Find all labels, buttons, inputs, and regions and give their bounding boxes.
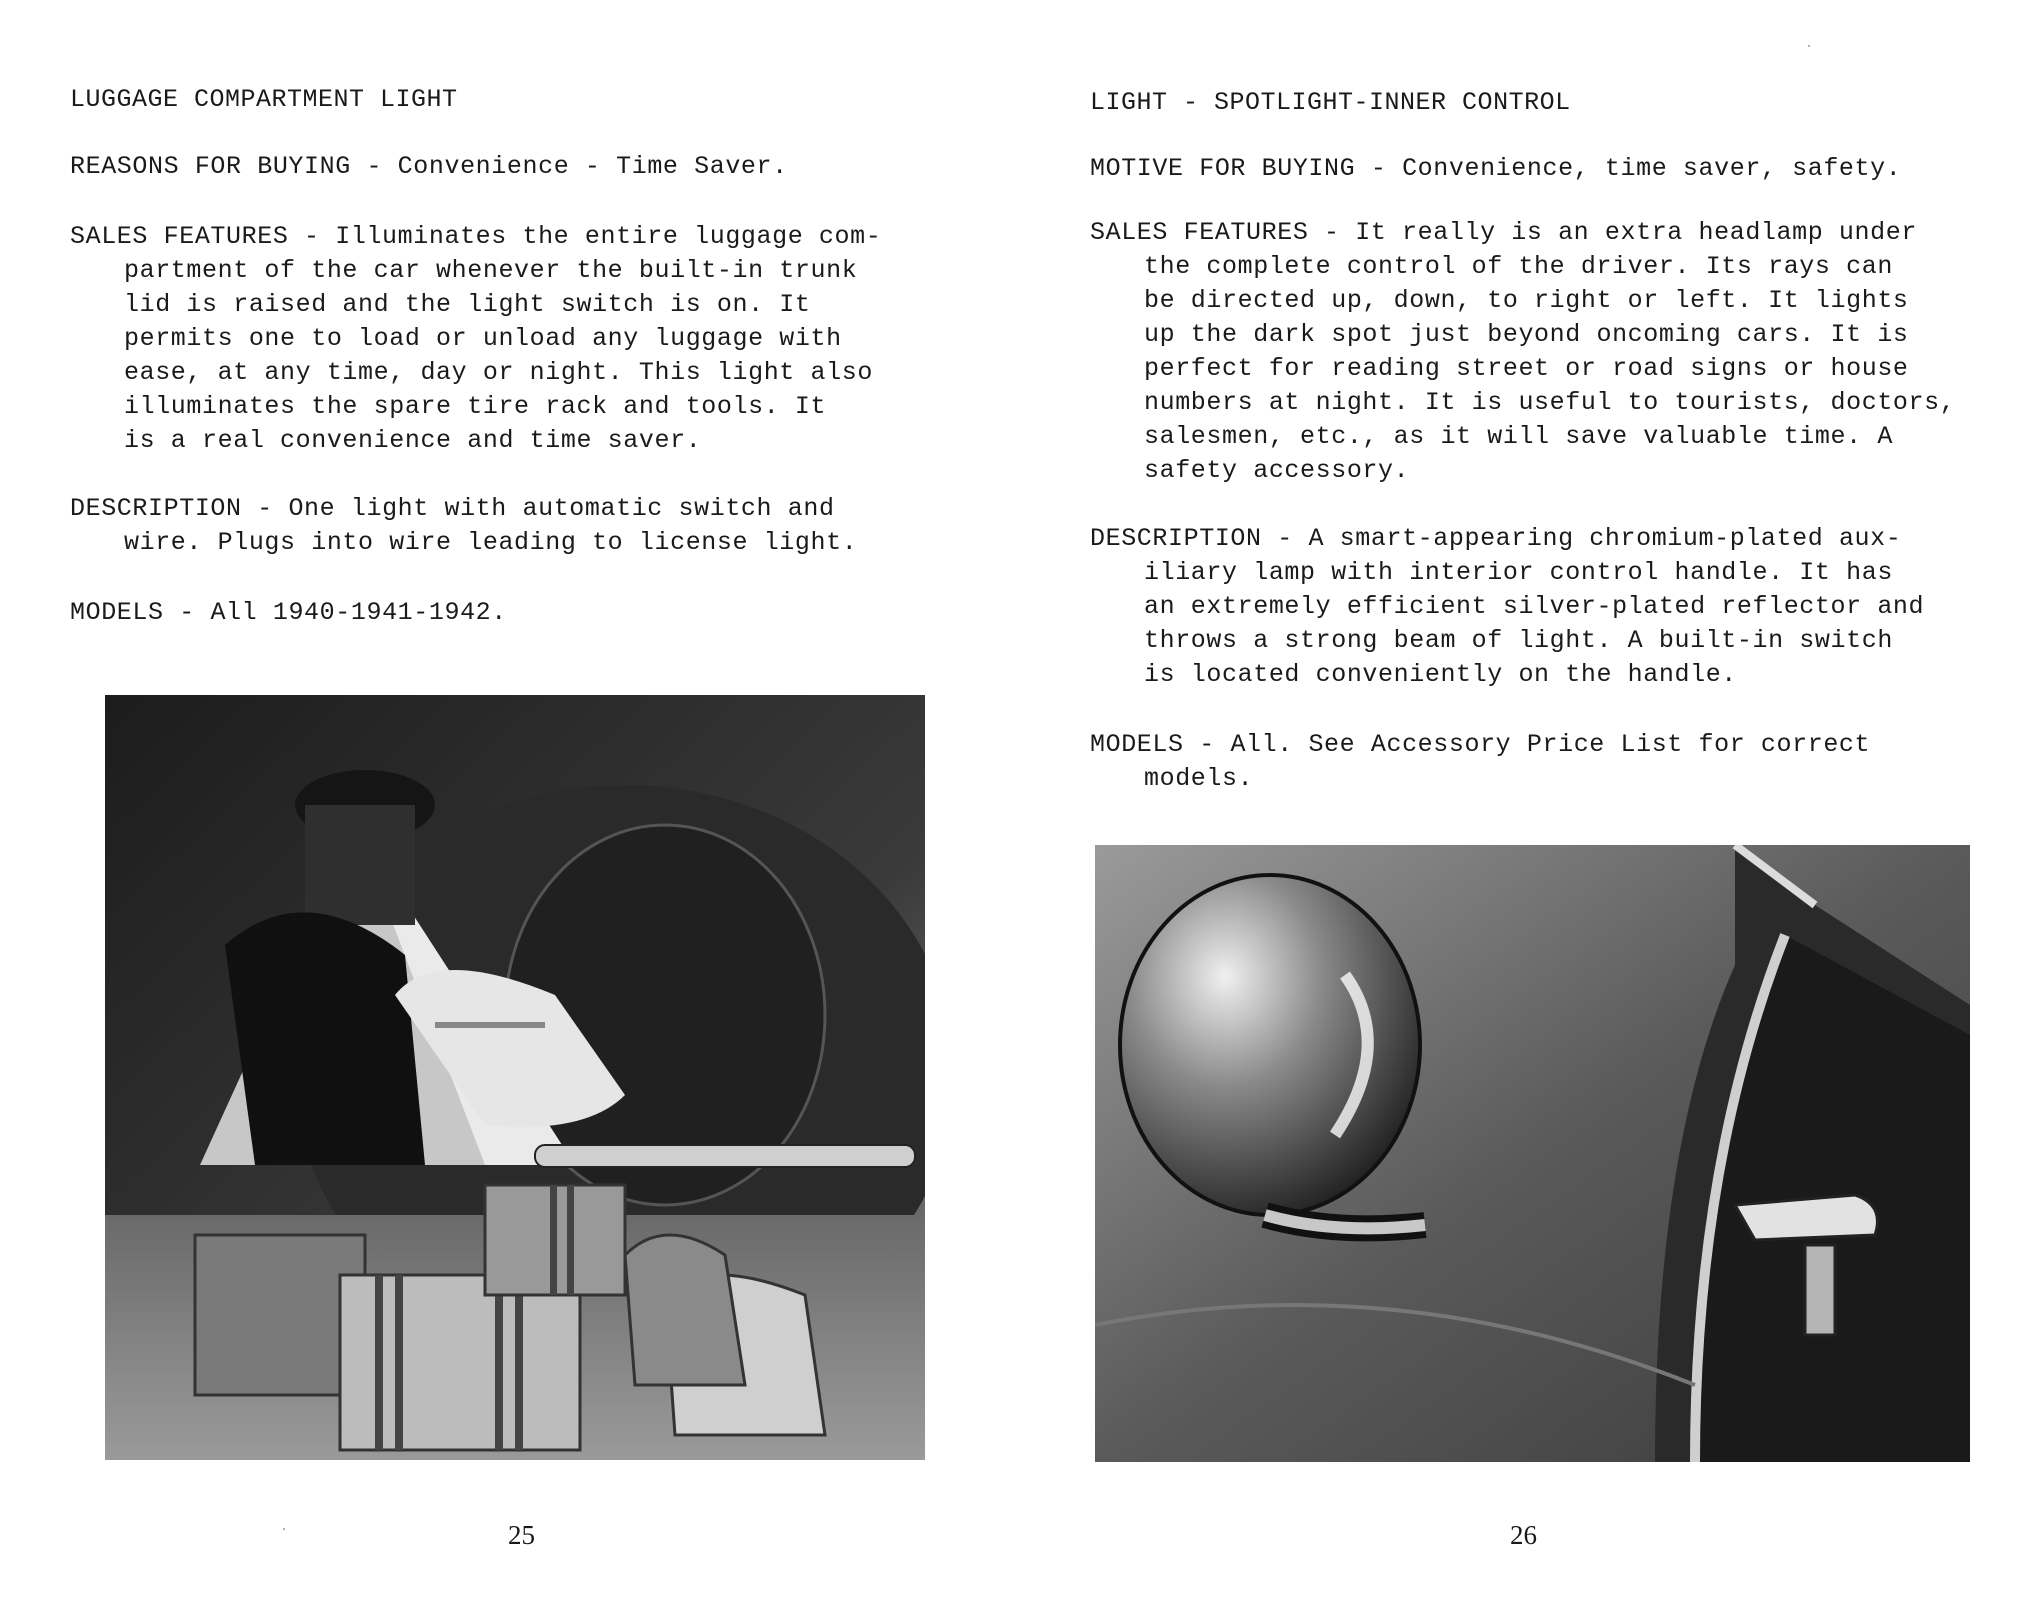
sales-features-first-line: - Illuminates the entire luggage com- <box>304 222 882 251</box>
luggage-compartment-photo <box>105 695 925 1460</box>
description-line: wire. Plugs into wire leading to license light. <box>124 528 858 557</box>
sales-features <box>70 220 970 458</box>
page-title: LUGGAGE COMPARTMENT LIGHT <box>70 85 458 114</box>
models <box>70 596 507 630</box>
motive-text: - Convenience, time saver, safety. <box>1370 154 1902 183</box>
description-label: DESCRIPTION <box>70 494 242 523</box>
page-number: 25 <box>508 1520 535 1550</box>
motive-label: MOTIVE FOR BUYING <box>1090 154 1356 183</box>
sales-features-line: up the dark spot just beyond oncoming cars. It is <box>1144 320 1909 349</box>
description-first-line: - One light with automatic switch and <box>257 494 835 523</box>
sales-features-label: SALES FEATURES <box>70 222 289 251</box>
models-line: models. <box>1144 764 1254 793</box>
sales-features-label: SALES FEATURES <box>1090 218 1309 247</box>
models-text: - All 1940-1941-1942. <box>179 598 507 627</box>
description <box>70 492 970 560</box>
sales-features <box>1090 216 2010 488</box>
reasons-text: - Convenience - Time Saver. <box>366 152 788 181</box>
models <box>1090 728 2010 796</box>
motive-for-buying <box>1090 152 1901 186</box>
sales-features-line: illuminates the spare tire rack and tools. It <box>124 392 827 421</box>
paper-speck <box>283 1528 285 1530</box>
paper-speck <box>1808 45 1810 47</box>
sales-features-line: permits one to load or unload any luggage with <box>124 324 842 353</box>
sales-features-line: salesmen, etc., as it will save valuable time. A <box>1144 422 1893 451</box>
sales-features-line: the complete control of the driver. Its rays can <box>1144 252 1893 281</box>
sales-features-line: perfect for reading street or road signs or house <box>1144 354 1909 383</box>
description-first-line: - A smart-appearing chromium-plated aux- <box>1277 524 1902 553</box>
sales-features-line: numbers at night. It is useful to tourists, doctors, <box>1144 388 1956 417</box>
models-label: MODELS <box>1090 730 1184 759</box>
sales-features-line: ease, at any time, day or night. This light also <box>124 358 873 387</box>
description <box>1090 522 2010 692</box>
description-line: throws a strong beam of light. A built-in switch <box>1144 626 1893 655</box>
sales-features-line: be directed up, down, to right or left. It lights <box>1144 286 1909 315</box>
models-label: MODELS <box>70 598 164 627</box>
right-page <box>1040 0 2039 1600</box>
reasons-label: REASONS FOR BUYING <box>70 152 351 181</box>
description-label: DESCRIPTION <box>1090 524 1262 553</box>
page-number: 26 <box>1510 1520 1537 1550</box>
description-line: is located conveniently on the handle. <box>1144 660 1737 689</box>
description-line: an extremely efficient silver-plated reflector and <box>1144 592 1925 621</box>
spotlight-photo <box>1095 845 1970 1462</box>
sales-features-line: lid is raised and the light switch is on. It <box>124 290 811 319</box>
sales-features-line: safety accessory. <box>1144 456 1410 485</box>
description-line: iliary lamp with interior control handle. It has <box>1144 558 1893 587</box>
sales-features-line: partment of the car whenever the built-in trunk <box>124 256 858 285</box>
left-page <box>0 0 1010 1600</box>
models-first-line: - All. See Accessory Price List for correct <box>1199 730 1871 759</box>
sales-features-first-line: - It really is an extra headlamp under <box>1324 218 1917 247</box>
page-title: LIGHT - SPOTLIGHT-INNER CONTROL <box>1090 88 1571 117</box>
sales-features-line: is a real convenience and time saver. <box>124 426 702 455</box>
reasons-for-buying <box>70 150 788 184</box>
